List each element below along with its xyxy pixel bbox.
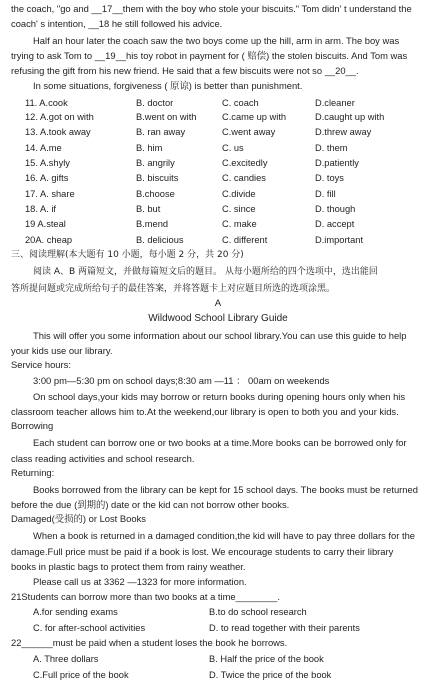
option: D. to read together with their parents	[209, 623, 360, 633]
option: C.went away	[222, 127, 276, 137]
option: 16. A. gifts	[25, 173, 69, 183]
option: C. different	[222, 235, 268, 245]
option: 17. A. share	[25, 189, 75, 199]
option: B. angrily	[136, 158, 175, 168]
guide-subheading: Service hours:	[11, 359, 71, 370]
option: D. toys	[315, 173, 344, 183]
option: B.went on with	[136, 112, 197, 122]
guide-line: damage.Full price must be paid if a book is lost. We encourage students to carry their library	[11, 546, 394, 557]
passage-line: coach' s intention, __18 he still followed his advice.	[11, 18, 223, 29]
guide-line: 3:00 pm—5:30 pm on school days;8:30 am —11 ： 00am on weekends	[33, 375, 330, 386]
guide-line: This will offer you some information about our school library.You can use this guide to help	[33, 330, 407, 341]
passage-line: the coach, "go and __17__them with the boy who stole your biscuits." Tom didn' t understand the	[11, 3, 412, 14]
guide-subheading: Damaged(受损的) or Lost Books	[11, 513, 146, 524]
option: C. coach	[222, 98, 259, 108]
option: D.threw away	[315, 127, 372, 137]
option: D. them	[315, 143, 348, 153]
section-instructions: 阅读 A、B 两篇短文，并做每篇短文后的题目。 从每小题所给的四个选项中，选出能回	[33, 267, 378, 277]
option: C. us	[222, 143, 244, 153]
option: D.patiently	[315, 158, 359, 168]
guide-line: books in plastic bags to protect them from rainy weather.	[11, 561, 246, 572]
option: B. ran away	[136, 127, 186, 137]
option: 20A. cheap	[25, 235, 73, 245]
option: B.choose	[136, 189, 175, 199]
option: D. though	[315, 204, 356, 214]
guide-line: Books borrowed from the library can be kept for 15 school days. The books must be returned	[33, 484, 418, 495]
option: D.caught up with	[315, 112, 385, 122]
guide-line: classroom teacher allows him to.At the weekend,our library is open to both you and your kids.	[11, 406, 399, 417]
guide-subheading: Borrowing	[11, 420, 54, 431]
option: 11. A.cook	[25, 98, 68, 108]
guide-title: Wildwood School Library Guide	[148, 313, 288, 324]
question-21-stem: 21Students can borrow more than two books at a time________.	[11, 591, 280, 602]
option: 18. A. if	[25, 204, 57, 214]
option: B. him	[136, 143, 163, 153]
option: 13. A.took away	[25, 127, 91, 137]
option: B. doctor	[136, 98, 174, 108]
passage-line: trying to ask Tom to __19__his toy robot in payment for ( 赔偿) the stolen biscuits. And Tom was	[11, 50, 408, 61]
guide-line: before the due (到期的) date or the kid can not borrow other books.	[11, 499, 290, 510]
option: D. fill	[315, 189, 336, 199]
option: D. accept	[315, 219, 355, 229]
option: 12. A.got on with	[25, 112, 94, 122]
option: C. make	[222, 219, 257, 229]
option: A. Three dollars	[33, 654, 99, 664]
option: D. Twice the price of the book	[209, 670, 332, 680]
option: 15. A.shyly	[25, 158, 70, 168]
guide-line: class reading activities and school research.	[11, 453, 195, 464]
passage-line: Half an hour later the coach saw the two boys come up the hill, arm in arm. The boy was	[33, 35, 400, 46]
option: B. Half the price of the book	[209, 654, 324, 664]
option: D.cleaner	[315, 98, 355, 108]
option: C. for after-school activities	[33, 623, 146, 633]
part-label: A	[214, 298, 222, 309]
guide-line: When a book is returned in a damaged condition,the kid will have to pay three dollars for the	[33, 530, 415, 541]
option: B.to do school research	[209, 607, 307, 617]
option: B.mend	[136, 219, 169, 229]
section-instructions: 答所提问题或完成所给句子的最佳答案，并将答题卡上对应题目所选的选项涂黑。	[11, 284, 336, 294]
passage-line: In some situations, forgiveness ( 原谅) is better than punishment.	[33, 80, 303, 91]
option: 19 A.steal	[25, 219, 66, 229]
option: B. biscuits	[136, 173, 179, 183]
option: B. delicious	[136, 235, 184, 245]
guide-line: Please call us at 3362 —1323 for more information.	[33, 576, 247, 587]
guide-line: your kids use our library.	[11, 345, 113, 356]
guide-line: On school days,your kids may borrow or return books during opening hours only when his	[33, 391, 406, 402]
passage-line: refusing the gift from his new friend. He said that a few biscuits were not so __20__.	[11, 65, 359, 76]
option: C.excitedly	[222, 158, 268, 168]
option: C. candies	[222, 173, 266, 183]
option: D.important	[315, 235, 364, 245]
option: C. since	[222, 204, 256, 214]
option: 14. A.me	[25, 143, 62, 153]
section-heading: 三、阅读理解(本大题有 10 小题，每小题 2 分，共 20 分)	[11, 250, 244, 260]
option: C.Full price of the book	[33, 670, 129, 680]
option: B. but	[136, 204, 161, 214]
option: C.divide	[222, 189, 256, 199]
option: C.came up with	[222, 112, 287, 122]
guide-line: Each student can borrow one or two books at a time.More books can be borrowed only for	[33, 437, 407, 448]
guide-subheading: Returning:	[11, 467, 55, 478]
option: A.for sending exams	[33, 607, 118, 617]
question-22-stem: 22______must be paid when a student loses the book he borrows.	[11, 637, 288, 648]
